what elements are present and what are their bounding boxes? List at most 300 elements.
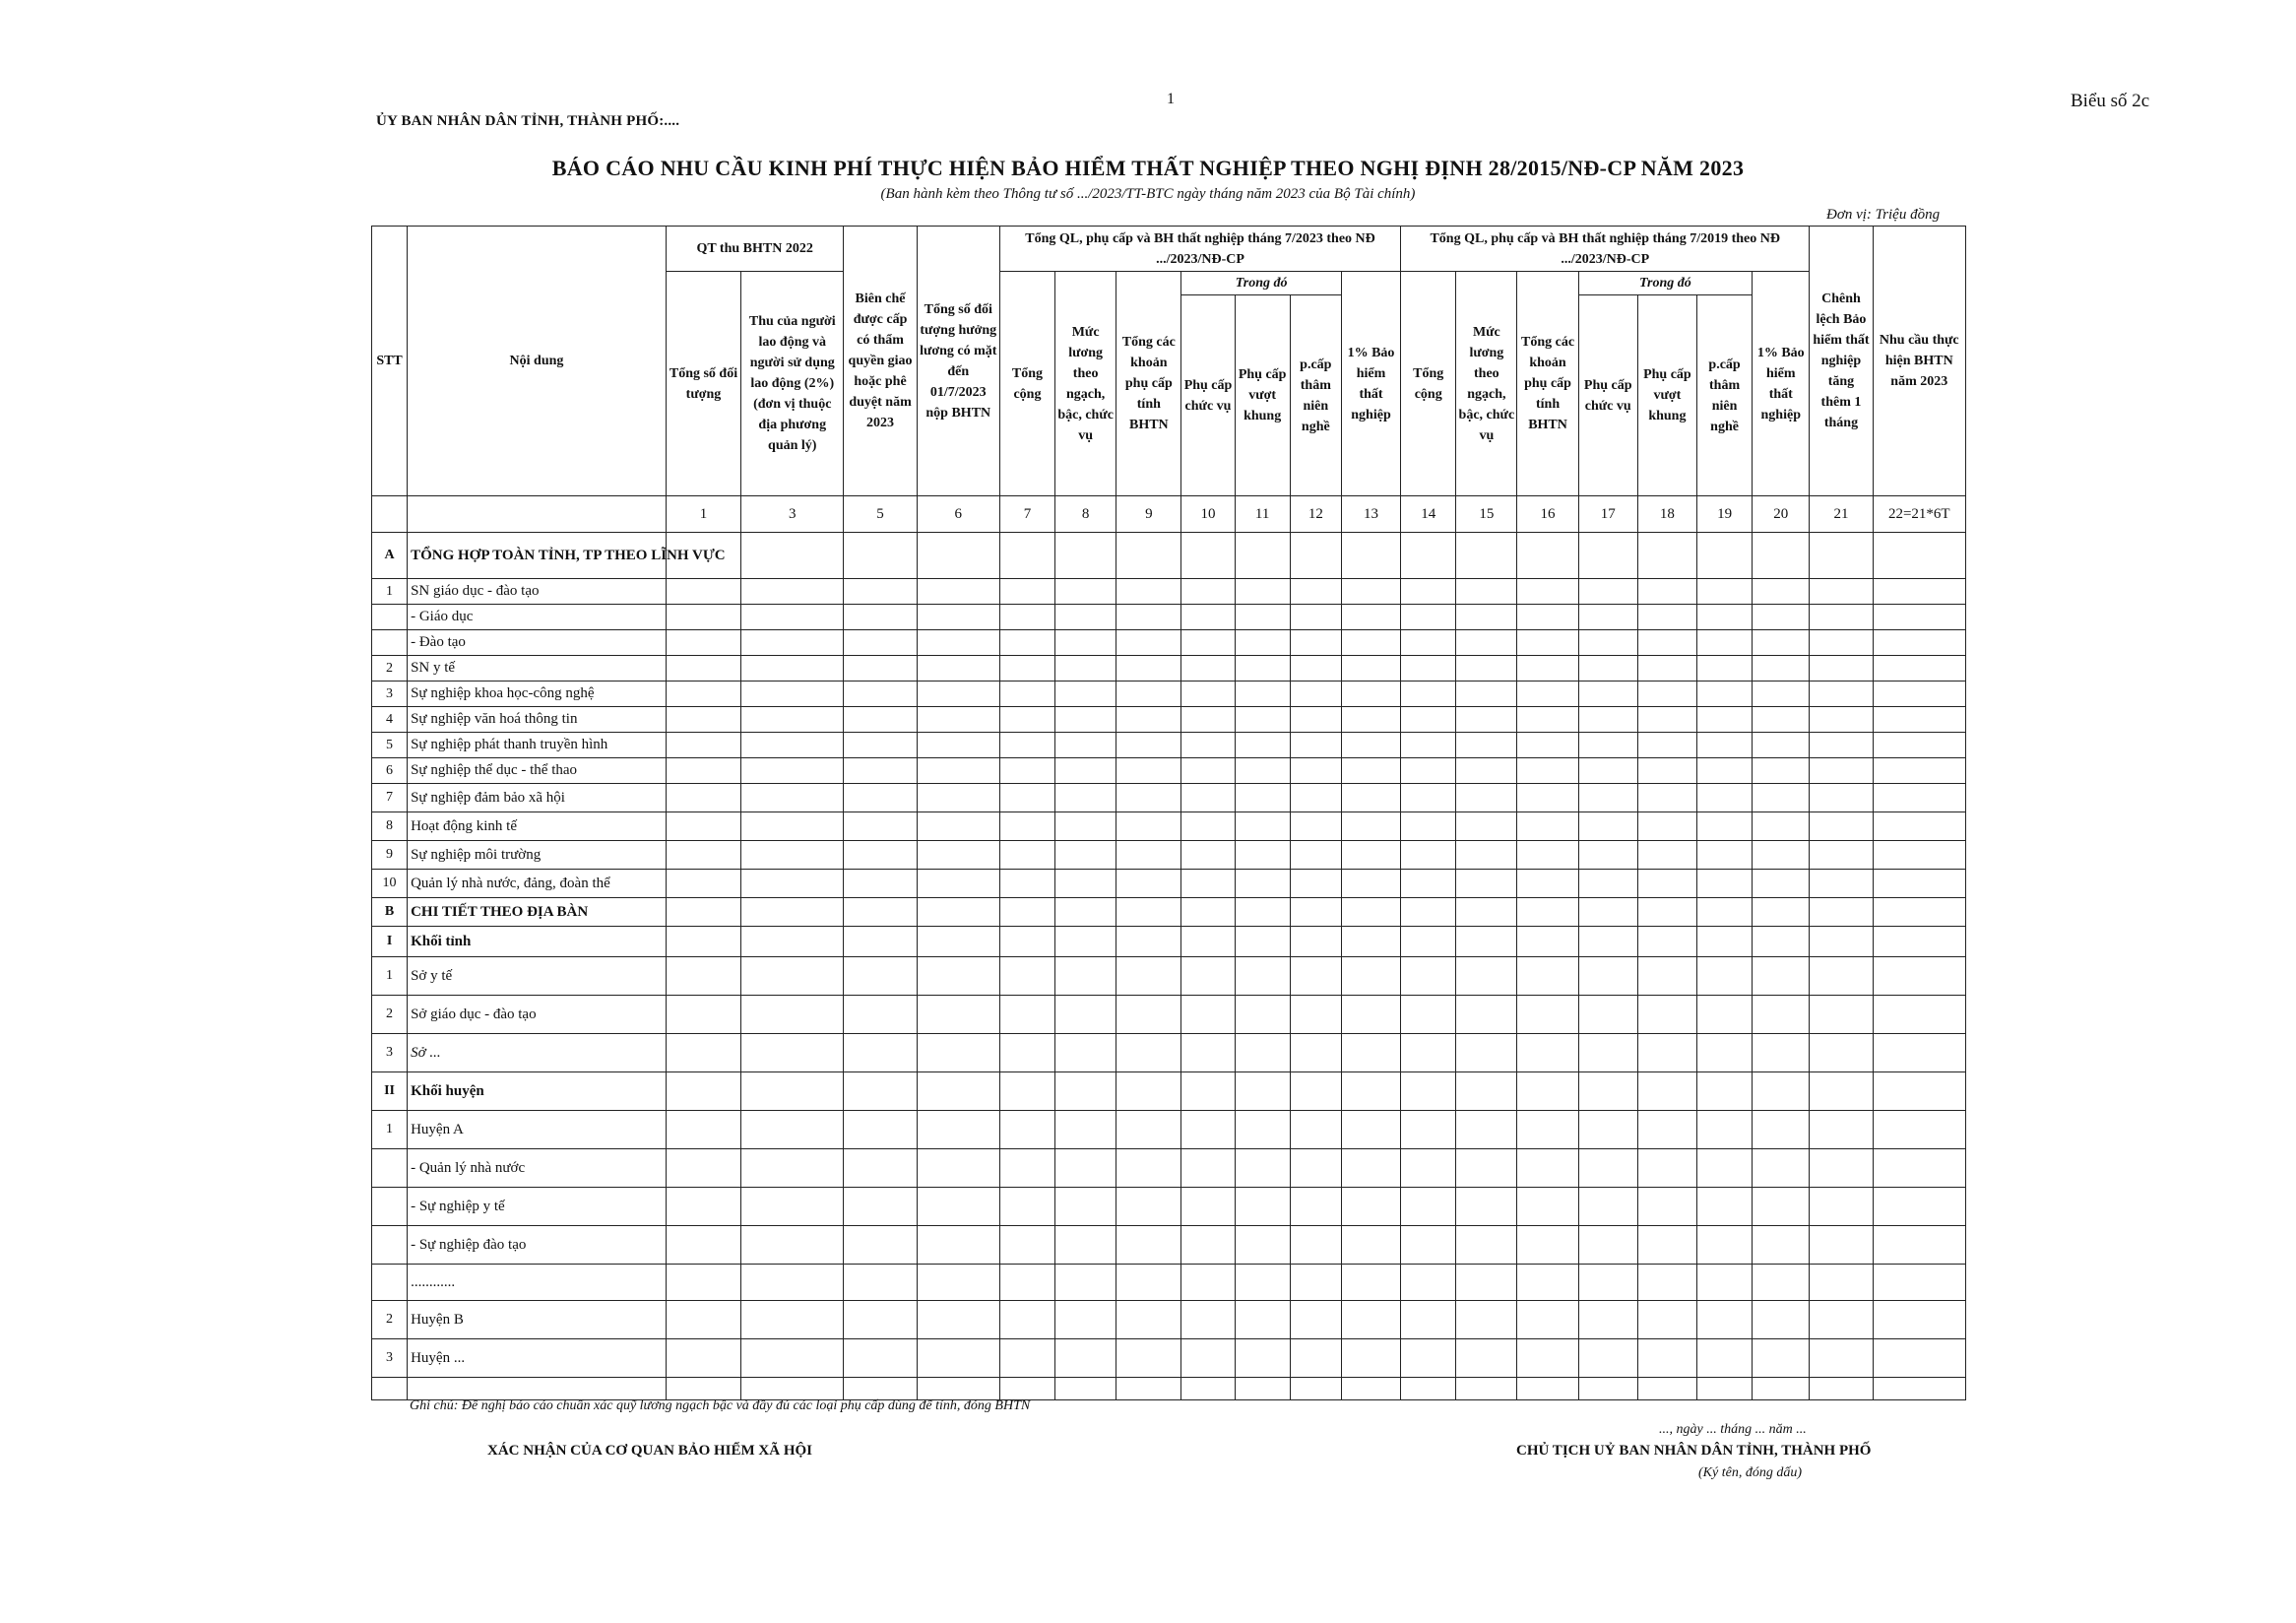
table-cell [1181, 784, 1235, 812]
table-cell [1235, 957, 1290, 996]
table-cell [1578, 707, 1637, 733]
table-cell [999, 733, 1054, 758]
column-number-cell: 22=21*6T [1873, 496, 1965, 533]
table-cell [999, 812, 1054, 841]
table-row [372, 1111, 1966, 1149]
table-cell [1401, 996, 1456, 1034]
table-cell [1873, 656, 1965, 682]
table-cell [1181, 841, 1235, 870]
table-cell [999, 758, 1054, 784]
table-cell [1055, 927, 1116, 957]
table-cell [1401, 733, 1456, 758]
table-cell [1456, 1034, 1517, 1072]
column-number-cell: 9 [1116, 496, 1181, 533]
table-row [372, 927, 1966, 957]
table-cell [917, 1378, 999, 1400]
table-cell [1696, 1265, 1752, 1301]
table-cell [1341, 1339, 1400, 1378]
row-content: TỔNG HỢP TOÀN TỈNH, TP THEO LĨNH VỰC [408, 533, 667, 579]
table-cell [999, 927, 1054, 957]
table-cell [666, 605, 740, 630]
row-content: Sở y tế [408, 957, 667, 996]
table-cell [1873, 1034, 1965, 1072]
table-cell [1116, 1226, 1181, 1265]
table-row [372, 707, 1966, 733]
table-cell [1753, 1111, 1810, 1149]
row-content: SN y tế [408, 656, 667, 682]
row-content: Sự nghiệp thể dục - thể thao [408, 758, 667, 784]
column-number-cell: 12 [1290, 496, 1341, 533]
table-cell [1341, 533, 1400, 579]
table-cell [917, 784, 999, 812]
table-cell [666, 733, 740, 758]
col-muc-luong-2023: Mức lương theo ngạch, bậc, chức vụ [1055, 272, 1116, 496]
table-cell [666, 656, 740, 682]
table-row [372, 733, 1966, 758]
table-cell [1181, 996, 1235, 1034]
table-cell [1290, 1034, 1341, 1072]
table-row [372, 1188, 1966, 1226]
table-cell [917, 1111, 999, 1149]
table-cell [1235, 733, 1290, 758]
table-cell [1873, 1378, 1965, 1400]
col-pc-tham-nien-2019: p.cấp thâm niên nghề [1696, 295, 1752, 496]
table-cell [1235, 1226, 1290, 1265]
table-cell [741, 656, 844, 682]
table-cell [1116, 579, 1181, 605]
table-cell [1637, 707, 1696, 733]
table-cell [1235, 605, 1290, 630]
table-cell [1401, 957, 1456, 996]
table-cell [1753, 927, 1810, 957]
table-cell [1456, 1072, 1517, 1111]
table-cell [666, 707, 740, 733]
table-cell [1116, 605, 1181, 630]
table-cell [1235, 630, 1290, 656]
table-cell [1181, 682, 1235, 707]
table-cell [1753, 733, 1810, 758]
table-cell [1235, 1072, 1290, 1111]
row-stt: 10 [372, 870, 408, 898]
table-cell [844, 784, 917, 812]
table-cell [1055, 656, 1116, 682]
table-cell [1637, 957, 1696, 996]
table-cell [999, 656, 1054, 682]
col-pc-vuot-khung-2019: Phụ cấp vượt khung [1637, 295, 1696, 496]
table-cell [1116, 1301, 1181, 1339]
table-cell [1181, 1188, 1235, 1226]
table-cell [1456, 841, 1517, 870]
table-cell [1517, 870, 1578, 898]
table-cell [1873, 1301, 1965, 1339]
table-cell [917, 996, 999, 1034]
table-cell [844, 733, 917, 758]
table-row [372, 1339, 1966, 1378]
table-cell [1696, 1188, 1752, 1226]
table-cell [844, 1149, 917, 1188]
table-cell [1753, 656, 1810, 682]
table-cell [1517, 898, 1578, 927]
table-cell [1637, 870, 1696, 898]
table-cell [1637, 927, 1696, 957]
table-cell [1116, 630, 1181, 656]
table-cell [741, 784, 844, 812]
table-cell [1456, 533, 1517, 579]
table-cell [917, 898, 999, 927]
table-cell [1290, 605, 1341, 630]
table-row [372, 1378, 1966, 1400]
table-cell [1753, 707, 1810, 733]
table-cell [1873, 1226, 1965, 1265]
table-cell [1290, 1301, 1341, 1339]
table-cell [1696, 812, 1752, 841]
table-cell [1696, 784, 1752, 812]
col-tong-khoan-2023: Tổng các khoản phụ cấp tính BHTN [1116, 272, 1181, 496]
table-cell [917, 1188, 999, 1226]
row-content: Huyện ... [408, 1339, 667, 1378]
table-cell [1637, 996, 1696, 1034]
table-cell [1290, 812, 1341, 841]
table-cell [1810, 1149, 1873, 1188]
table-cell [741, 1072, 844, 1111]
table-cell [1055, 957, 1116, 996]
table-cell [666, 1034, 740, 1072]
table-row [372, 1149, 1966, 1188]
chairman-signature: CHỦ TỊCH UỶ BAN NHÂN DÂN TỈNH, THÀNH PHỐ [1516, 1443, 1872, 1459]
table-cell [1873, 579, 1965, 605]
table-cell [1810, 707, 1873, 733]
table-cell [1696, 996, 1752, 1034]
table-cell [1235, 1301, 1290, 1339]
table-cell [1181, 870, 1235, 898]
table-cell [1873, 1265, 1965, 1301]
table-cell [1810, 812, 1873, 841]
table-cell [1456, 957, 1517, 996]
row-stt [372, 605, 408, 630]
table-cell [1181, 605, 1235, 630]
table-cell [1696, 927, 1752, 957]
table-cell [1235, 898, 1290, 927]
table-cell [1637, 1301, 1696, 1339]
table-cell [917, 1265, 999, 1301]
date-line: ..., ngày ... tháng ... năm ... [1659, 1422, 1807, 1437]
table-cell [1290, 707, 1341, 733]
table-cell [1055, 1188, 1116, 1226]
table-cell [741, 1339, 844, 1378]
table-cell [666, 957, 740, 996]
row-stt: 3 [372, 1339, 408, 1378]
table-cell [1055, 1378, 1116, 1400]
table-cell [1055, 812, 1116, 841]
table-cell [999, 1301, 1054, 1339]
table-cell [1341, 682, 1400, 707]
row-content: - Sự nghiệp y tế [408, 1188, 667, 1226]
table-cell [1055, 841, 1116, 870]
table-cell [1181, 533, 1235, 579]
table-cell [741, 870, 844, 898]
table-cell [1341, 1034, 1400, 1072]
table-cell [1873, 841, 1965, 870]
col-tong-cong-2019: Tổng cộng [1401, 272, 1456, 496]
table-cell [999, 1034, 1054, 1072]
column-number-cell: 16 [1517, 496, 1578, 533]
row-stt [372, 1188, 408, 1226]
table-cell [1456, 1301, 1517, 1339]
table-cell [1401, 533, 1456, 579]
table-cell [1401, 1072, 1456, 1111]
table-cell [1873, 996, 1965, 1034]
table-cell [1290, 1072, 1341, 1111]
table-cell [1235, 656, 1290, 682]
table-cell [1401, 841, 1456, 870]
table-cell [1517, 605, 1578, 630]
col-tong-doi-tuong-huong: Tổng số đối tượng hưởng lương có mặt đến 01/7/2023 nộp BHTN [917, 227, 999, 496]
table-cell [1116, 870, 1181, 898]
table-cell [1517, 1188, 1578, 1226]
table-cell [1517, 656, 1578, 682]
table-cell [1578, 1378, 1637, 1400]
table-cell [1637, 579, 1696, 605]
table-cell [741, 1034, 844, 1072]
table-cell [1810, 1301, 1873, 1339]
table-cell [1578, 579, 1637, 605]
row-content: - Đào tạo [408, 630, 667, 656]
table-cell [1055, 1339, 1116, 1378]
table-cell [1401, 812, 1456, 841]
table-cell [666, 630, 740, 656]
table-cell [1181, 1301, 1235, 1339]
table-cell [917, 630, 999, 656]
table-cell [1055, 898, 1116, 927]
table-cell [1873, 898, 1965, 927]
table-cell [1181, 1111, 1235, 1149]
table-cell [1341, 1072, 1400, 1111]
row-stt: I [372, 927, 408, 957]
table-cell [1578, 1339, 1637, 1378]
table-cell [999, 841, 1054, 870]
table-cell [844, 656, 917, 682]
table-cell [741, 1301, 844, 1339]
table-cell [1810, 784, 1873, 812]
column-number-cell: 14 [1401, 496, 1456, 533]
table-cell [1290, 682, 1341, 707]
table-row [372, 784, 1966, 812]
table-cell [1696, 841, 1752, 870]
table-cell [1517, 707, 1578, 733]
table-cell [1456, 733, 1517, 758]
table-cell [1873, 533, 1965, 579]
table-cell [1341, 841, 1400, 870]
table-cell [1181, 812, 1235, 841]
table-cell [1290, 656, 1341, 682]
table-cell [1753, 1034, 1810, 1072]
table-cell [1517, 996, 1578, 1034]
table-cell [1517, 812, 1578, 841]
table-cell [1401, 784, 1456, 812]
table-cell [666, 898, 740, 927]
table-cell [1290, 841, 1341, 870]
table-cell [917, 1301, 999, 1339]
table-cell [1696, 898, 1752, 927]
table-cell [1753, 758, 1810, 784]
table-row [372, 758, 1966, 784]
row-content: Khối tỉnh [408, 927, 667, 957]
table-cell [1753, 1072, 1810, 1111]
table-cell [1401, 1226, 1456, 1265]
table-cell [1181, 1034, 1235, 1072]
row-content: - Quản lý nhà nước [408, 1149, 667, 1188]
table-cell [741, 682, 844, 707]
table-cell [1116, 1339, 1181, 1378]
signature-note: (Ký tên, đóng dấu) [1698, 1465, 1802, 1480]
table-cell [999, 1339, 1054, 1378]
table-cell [1290, 630, 1341, 656]
table-cell [1517, 1226, 1578, 1265]
table-cell [1696, 630, 1752, 656]
table-cell [1517, 533, 1578, 579]
table-cell [1341, 605, 1400, 630]
table-cell [844, 927, 917, 957]
table-cell [1290, 733, 1341, 758]
row-stt: 6 [372, 758, 408, 784]
column-number-cell: 6 [917, 496, 999, 533]
report-table [371, 226, 1966, 1400]
table-cell [1181, 1378, 1235, 1400]
table-cell [1116, 1265, 1181, 1301]
group-thang-7-2019: Tổng QL, phụ cấp và BH thất nghiệp tháng 7/2019 theo NĐ .../2023/NĐ-CP [1401, 227, 1810, 272]
table-cell [1578, 841, 1637, 870]
column-number-cell [372, 496, 408, 533]
table-row [372, 605, 1966, 630]
table-cell [1578, 1072, 1637, 1111]
table-cell [917, 533, 999, 579]
row-content: Sự nghiệp môi trường [408, 841, 667, 870]
col-1pct-2023: 1% Bảo hiểm thất nghiệp [1341, 272, 1400, 496]
table-cell [1401, 898, 1456, 927]
table-cell [1181, 1072, 1235, 1111]
table-cell [1116, 533, 1181, 579]
table-cell [1810, 733, 1873, 758]
table-cell [1055, 758, 1116, 784]
table-cell [666, 1265, 740, 1301]
column-number-row [372, 496, 1966, 533]
table-cell [1235, 758, 1290, 784]
table-row [372, 957, 1966, 996]
table-cell [1637, 1339, 1696, 1378]
col-1pct-2019: 1% Bảo hiểm thất nghiệp [1753, 272, 1810, 496]
table-cell [1696, 733, 1752, 758]
table-cell [1341, 784, 1400, 812]
table-cell [1753, 841, 1810, 870]
table-cell [917, 656, 999, 682]
table-cell [1341, 996, 1400, 1034]
table-cell [917, 682, 999, 707]
table-cell [666, 682, 740, 707]
table-cell [666, 927, 740, 957]
table-cell [666, 841, 740, 870]
table-cell [1637, 656, 1696, 682]
table-cell [1810, 579, 1873, 605]
table-cell [1578, 733, 1637, 758]
table-cell [1341, 870, 1400, 898]
table-cell [1517, 1072, 1578, 1111]
table-cell [1235, 707, 1290, 733]
table-cell [1753, 996, 1810, 1034]
table-cell [741, 957, 844, 996]
col-muc-luong-2019: Mức lương theo ngạch, bậc, chức vụ [1456, 272, 1517, 496]
table-cell [1810, 1072, 1873, 1111]
table-cell [741, 898, 844, 927]
row-stt [372, 1265, 408, 1301]
table-cell [999, 630, 1054, 656]
table-cell [1810, 1265, 1873, 1301]
table-cell [1235, 1378, 1290, 1400]
table-row [372, 630, 1966, 656]
row-stt [372, 1149, 408, 1188]
table-cell [1181, 733, 1235, 758]
table-cell [1696, 758, 1752, 784]
table-cell [1753, 605, 1810, 630]
table-cell [741, 812, 844, 841]
table-cell [1637, 533, 1696, 579]
table-cell [1517, 927, 1578, 957]
table-cell [999, 1149, 1054, 1188]
col-pc-vuot-khung-2023: Phụ cấp vượt khung [1235, 295, 1290, 496]
table-cell [741, 1265, 844, 1301]
table-cell [1753, 784, 1810, 812]
row-content: Khối huyện [408, 1072, 667, 1111]
unit-label: Đơn vị: Triệu đồng [1826, 207, 1941, 223]
column-number-cell: 18 [1637, 496, 1696, 533]
table-cell [1517, 630, 1578, 656]
col-tong-khoan-2019: Tổng các khoản phụ cấp tính BHTN [1517, 272, 1578, 496]
table-cell [1235, 1188, 1290, 1226]
table-cell [1810, 1034, 1873, 1072]
table-cell [1637, 733, 1696, 758]
table-cell [741, 1226, 844, 1265]
table-cell [1578, 1226, 1637, 1265]
table-cell [917, 1072, 999, 1111]
table-cell [1341, 1188, 1400, 1226]
row-content: Sự nghiệp phát thanh truyền hình [408, 733, 667, 758]
table-cell [1116, 812, 1181, 841]
table-cell [1873, 1149, 1965, 1188]
table-cell [1055, 605, 1116, 630]
table-cell [1517, 758, 1578, 784]
table-cell [1456, 927, 1517, 957]
table-row [372, 870, 1966, 898]
table-cell [1637, 784, 1696, 812]
table-cell [1341, 1301, 1400, 1339]
row-stt: 2 [372, 996, 408, 1034]
table-cell [844, 682, 917, 707]
row-stt: 2 [372, 1301, 408, 1339]
table-cell [1578, 812, 1637, 841]
table-cell [1637, 898, 1696, 927]
table-row [372, 533, 1966, 579]
table-cell [1696, 656, 1752, 682]
table-cell [1116, 1072, 1181, 1111]
table-cell [666, 1339, 740, 1378]
table-cell [1578, 898, 1637, 927]
row-content: Huyện A [408, 1111, 667, 1149]
row-content [408, 1378, 667, 1400]
table-cell [1235, 927, 1290, 957]
table-cell [1401, 1188, 1456, 1226]
column-number-cell: 5 [844, 496, 917, 533]
table-cell [1873, 733, 1965, 758]
table-cell [1578, 1188, 1637, 1226]
